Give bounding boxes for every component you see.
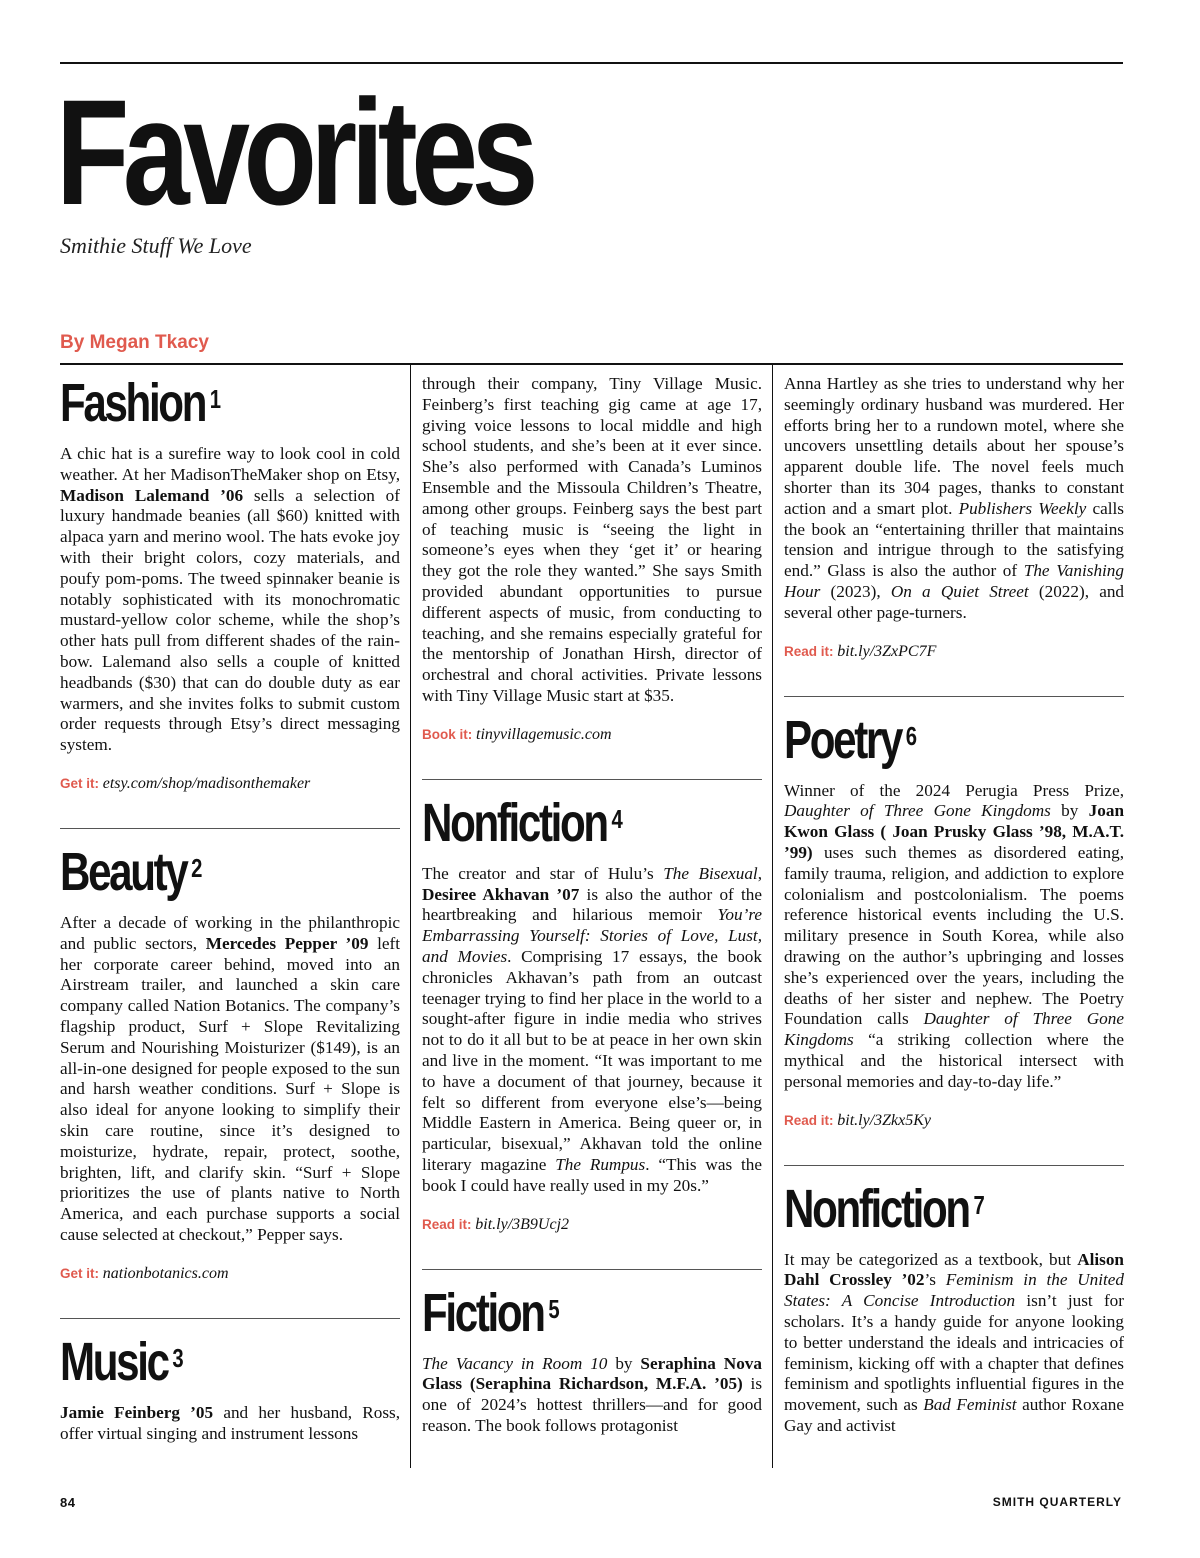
cta-link[interactable]: bit.ly/3Zkx5Ky	[837, 1111, 932, 1129]
section-number: 5	[548, 1293, 560, 1324]
section-body: Winner of the 2024 Perugia Press Prize, Daughter of Three Gone Kingdoms by Joan Kwon Glass ( Joan Prusky Glass ’98, M.A.T. ’99) uses such themes as disordered eating, family trauma, religion, and addiction to explore colonialism and postcolonialism. The poems reference historical events including the U.S. military presence in South Korea, while also drawing on the author’s upbringing and losses she’s experienced over the years, including the deaths of her sister and nephew. The Poetry Foundation calls Daughter of Three Gone Kingdoms “a striking collection where the mythical and the historical intersect with personal memories and day-to-day life.”	[784, 780, 1124, 1091]
column-divider	[772, 365, 773, 1468]
section-heading-text: Fashion	[60, 374, 206, 433]
top-rule	[60, 62, 1123, 64]
section-number: 2	[191, 852, 203, 883]
section-heading-text: Poetry	[784, 709, 902, 770]
section-heading	[60, 843, 400, 901]
cta-link[interactable]: nationbotanics.com	[102, 1264, 229, 1282]
bold-name: Mercedes Pepper ’09	[205, 933, 369, 953]
cta-link[interactable]: bit.ly/3B9Ucj2	[475, 1215, 570, 1233]
bold-name: Seraphina Nova Glass (Seraphina Richardson, M.F.A. ’05)	[422, 1353, 762, 1394]
section-divider	[422, 1269, 762, 1270]
publication-name: SMITH QUARTERLY	[992, 1495, 1122, 1509]
italic-title: On a Quiet Street	[890, 581, 1029, 601]
cta-link[interactable]: bit.ly/3ZxPC7F	[837, 642, 937, 660]
cta-link[interactable]: tinyvillagemusic.com	[476, 725, 612, 743]
section-heading	[784, 711, 1124, 769]
section-body: It may be categorized as a textbook, but Alison Dahl Crossley ’02’s Feminism in the United States: A Concise Introduction isn’t just for scholars. It’s a handy guide for anyone looking to better understand the ideals and intricacies of feminism, kicking off with a chapter that defines feminism and spotlights influential figures in the movement, such as Bad Feminist author Roxane Gay and activist	[784, 1249, 1124, 1435]
call-to-action	[422, 1215, 762, 1235]
italic-title: The Bisexual	[663, 863, 758, 883]
section-heading-text: Nonfiction	[784, 1178, 969, 1239]
section-number: 7	[973, 1189, 985, 1220]
cta-link[interactable]: etsy.com/shop/madisonthemaker	[102, 774, 311, 792]
section-heading-text: Beauty	[60, 841, 187, 902]
bold-name: Jamie Feinberg ’05	[60, 1402, 214, 1422]
call-to-action	[60, 1264, 400, 1284]
italic-title: Bad Feminist	[923, 1395, 1017, 1415]
page-number: 84	[60, 1495, 76, 1510]
call-to-action	[784, 1111, 1124, 1131]
section-fiction	[422, 1284, 762, 1437]
section-number: 1	[209, 384, 222, 414]
page-subtitle: Smithie Stuff We Love	[60, 233, 252, 258]
section-heading	[422, 794, 762, 852]
column-1	[60, 374, 400, 1468]
section-heading-text: Nonfiction	[422, 792, 607, 853]
section-divider	[784, 696, 1124, 697]
section-heading	[60, 374, 400, 432]
section-heading	[60, 1333, 400, 1391]
section-heading-text: Music	[60, 1331, 168, 1392]
italic-title: The Vanishing Hour	[784, 561, 1124, 601]
section-beauty	[60, 843, 400, 1284]
section-number: 6	[905, 720, 918, 751]
cta-label: Book it:	[422, 726, 473, 742]
section-divider	[60, 1318, 400, 1319]
cta-label: Get it:	[60, 775, 99, 791]
cta-label: Read it:	[784, 1112, 834, 1128]
call-to-action	[60, 774, 400, 794]
call-to-action	[784, 642, 1124, 662]
cta-label: Read it:	[422, 1216, 472, 1232]
italic-title: You’re Embarrassing Yourself: Stories of Love, Lust, and Movies	[422, 905, 762, 966]
cta-label: Read it:	[784, 643, 834, 659]
section-divider	[60, 828, 400, 829]
italic-title: Daughter of Three Gone Kingdoms	[784, 1009, 1124, 1050]
section-body: through their company, Tiny Village Music. Feinberg’s first teaching gig came at age 17, giving voice lessons to local middle and high school students, and she’s been at it ever since. She’s also performed with Canada’s Luminos Ensemble and the Missoula Children’s Theatre, among other groups. Feinberg says the best part of teaching music is “seeing the light in someone’s eyes when they ‘get it’ or hearing they got the role they wanted.” She says Smith provided abundant opportunities to pursue different aspects of music, from conducting to teaching, and she remains especially grateful for the mentorship of Jonathan Hirsh, director of orchestral and choral activities. Private lessons with Tiny Village Music start at $35.	[422, 374, 762, 705]
column-2	[422, 374, 762, 1468]
italic-title: Daughter of Three Gone Kingdoms	[784, 801, 1051, 821]
section-body: The creator and star of Hulu’s The Bisexual, Desiree Akhavan ’07 is also the author of the heartbreaking and hilarious memoir You’re Embarrassing Yourself: Stories of Love, Lust, and Movies. Comprising 17 essays, the book chronicles Akhavan’s path from an outcast teenager trying to find her place in the world to a sought-after figure in indie media who strives not to do it all but to be at peace in her own skin and live in the moment. “It was important to me to have a document of that journey, because it felt so different from everyone else’s—being Middle Eastern in America. Being queer or, in particular, bisexual,” Akhavan told the online literary magazine The Rumpus. “This was the book I could have really used in my 20s.”	[422, 863, 762, 1195]
section-heading-text: Fiction	[422, 1282, 544, 1343]
section-number: 4	[611, 803, 623, 834]
section-heading	[784, 1180, 1124, 1238]
section-nonfiction-4	[422, 794, 762, 1235]
section-number: 3	[172, 1342, 184, 1373]
italic-title: The Vacancy in Room 10	[422, 1353, 608, 1373]
section-music-continued	[422, 374, 762, 745]
section-fashion	[60, 374, 400, 794]
section-body: The Vacancy in Room 10 by Seraphina Nova Glass (Seraphina Richardson, M.F.A. ’05) is one of 2024’s hottest thrillers—and for good reason. The book follows protagonist	[422, 1353, 762, 1435]
italic-title: Publishers Weekly	[958, 498, 1087, 518]
section-heading	[422, 1284, 762, 1342]
section-music	[60, 1333, 400, 1445]
bold-name: Alison Dahl Crossley ’02	[784, 1249, 1124, 1290]
cta-label: Get it:	[60, 1265, 99, 1281]
section-body: Jamie Feinberg ’05 and her husband, Ross, offer virtual singing and instrument lessons	[60, 1402, 400, 1443]
column-3	[784, 374, 1124, 1468]
byline: By Megan Tkacy	[60, 332, 209, 353]
section-body: Anna Hartley as she tries to understand why her seemingly ordinary husband was murdered. Her efforts bring her to a rundown motel, where she uncovers unsettling details about her spouse’s apparent double life. The novel feels much shorter than its 304 pages, thanks to constant action and a smart plot. Publishers Weekly calls the book an “entertaining thriller that maintains tension and intrigue through to the satisfying end.” Glass is also the author of The Vanishing Hour (2023), On a Quiet Street (2022), and several other page-turners.	[784, 374, 1124, 622]
section-divider	[784, 1165, 1124, 1166]
section-fiction-continued	[784, 374, 1124, 662]
page-title: Favorites	[56, 68, 532, 236]
bold-name: Desiree Akhavan ’07	[422, 884, 580, 904]
columns-top-rule	[60, 363, 1123, 365]
section-divider	[422, 779, 762, 780]
section-body: A chic hat is a surefire way to look cool in cold weather. At her MadisonTheMaker shop on Etsy, Madison Lalemand ’06 sells a selection of luxury handmade beanies (all $60) knitted with alpaca yarn and merino wool. The hats evoke joy with their bright colors, cozy materials, and poufy pom-poms. The tweed spinnaker beanie is notably sophisticated with its monochromatic mustard-yellow color scheme, while the shop’s other hats pull from different shades of the rainbow. Lalemand also sells a couple of knitted headbands ($30) that can do double duty as ear warmers, and she invites folks to submit custom order requests through Etsy’s direct messaging system.	[60, 444, 400, 755]
column-divider	[410, 365, 411, 1468]
bold-name: Joan Kwon Glass ( Joan Prusky Glass ’98, M.A.T. ’99)	[784, 801, 1124, 862]
italic-title: Feminism in the United States: A Concise Introduction	[784, 1270, 1124, 1311]
section-nonfiction-7	[784, 1180, 1124, 1437]
bold-name: Madison Lalemand ’06	[60, 485, 244, 505]
section-poetry	[784, 711, 1124, 1131]
section-body: After a decade of working in the philanthropic and public sectors, Mercedes Pepper ’09 left her corporate career behind, moved into an Airstream trailer, and launched a skin care company called Nation Botanics. The company’s flagship product, Surf + Slope Revitalizing Serum and Nourishing Moisturizer ($149), is an all-in-one designed for people exposed to the sun and harsh weather conditions. Surf + Slope is also ideal for anyone looking to simplify their skin care routine, since it’s designed to moisturize, hydrate, repair, protect, soothe, brighten, lift, and clarify skin. “Surf + Slope prioritizes the use of plants native to North America, and each purchase supports a social cause selected at checkout,” Pepper says.	[60, 912, 400, 1244]
italic-title: The Rumpus	[555, 1154, 646, 1174]
call-to-action	[422, 725, 762, 745]
